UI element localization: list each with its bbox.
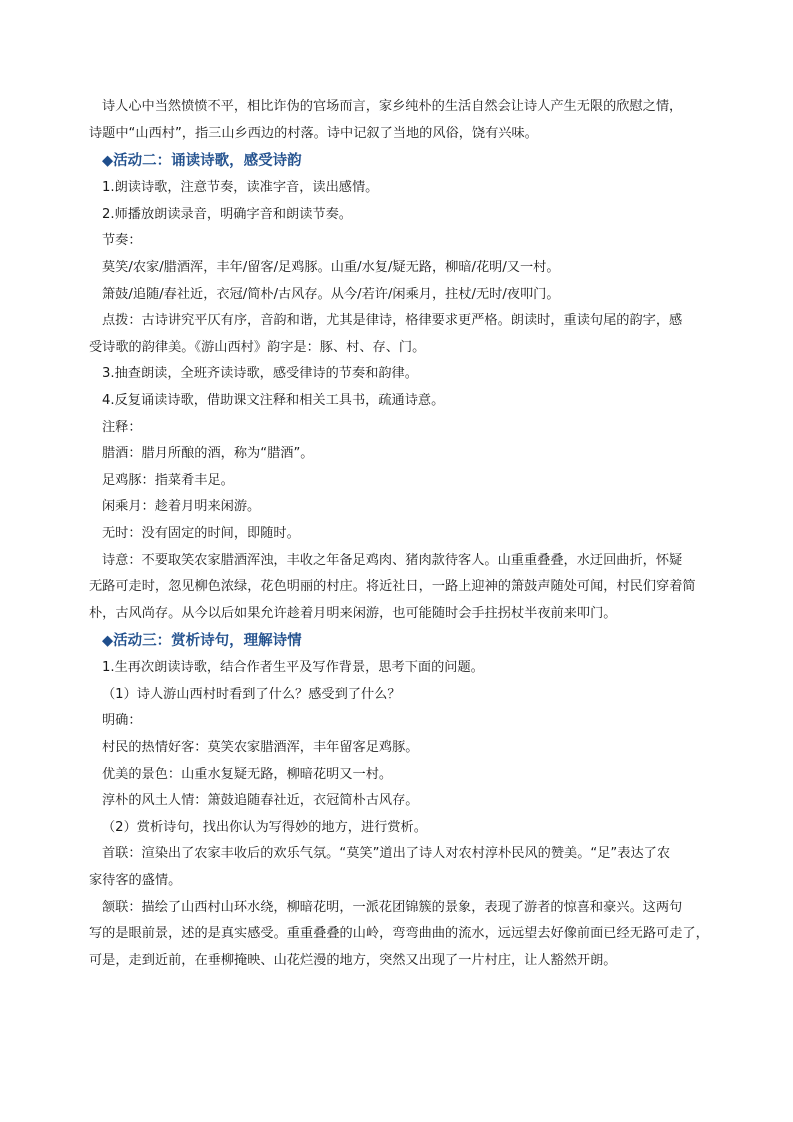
text-line: 腊酒：腊月所酿的酒，称为“腊酒”。 xyxy=(102,446,314,462)
text-line: 无路可走时，忽见柳色浓绿，花色明丽的村庄。将近社日，一路上迎神的箫鼓声随处可闻，村民们穿着简 xyxy=(89,579,696,595)
intro-line: 诗题中“山西村”，指三山乡西边的村落。诗中记叙了当地的风俗，饶有兴味。 xyxy=(89,125,538,141)
text-line: 4.反复诵读诗歌，借助课文注释和相关工具书，疏通诗意。 xyxy=(102,392,445,408)
text-line: 家待客的盛情。 xyxy=(89,873,182,889)
text-line: （1）诗人游山西村时看到了什么？感受到了什么？ xyxy=(102,686,401,702)
text-line: 3.抽查朗读，全班齐读诗歌，感受律诗的节奏和韵律。 xyxy=(102,366,418,382)
document-content xyxy=(89,94,725,974)
intro-line: 诗人心中当然愤愤不平，相比诈伪的官场而言，家乡纯朴的生活自然会让诗人产生无限的欣慰之情， xyxy=(102,99,683,114)
text-line: 箫鼓/追随/春社近，衣冠/简朴/古风存。从今/若许/闲乘月，拄杖/无时/夜叩门。 xyxy=(102,286,560,302)
text-line: 优美的景色：山重水复疑无路，柳暗花明又一村。 xyxy=(102,766,393,782)
section-heading-activity-2 xyxy=(89,147,725,175)
text-line: 明确： xyxy=(102,713,142,729)
text-line: 节奏： xyxy=(102,233,142,249)
text-line: 颔联：描绘了山西村山环水绕，柳暗花明，一派花团锦簇的景象，表现了游者的惊喜和豪兴。这两句 xyxy=(102,899,683,915)
diamond-bullet-icon: ◆ xyxy=(102,153,114,170)
text-line: 诗意：不要取笑农家腊酒浑浊，丰收之年备足鸡肉、猪肉款待客人。山重重叠叠，水迂回曲折，怀疑 xyxy=(102,552,683,568)
diamond-bullet-icon: ◆ xyxy=(102,633,114,650)
text-line: 注释： xyxy=(102,419,142,435)
text-line: 受诗歌的韵律美。《游山西村》韵字是：豚、村、存、门。 xyxy=(89,339,426,355)
text-line: （2）赏析诗句，找出你认为写得妙的地方，进行赏析。 xyxy=(102,819,427,835)
text-line: 写的是眼前景，述的是真实感受。重重叠叠的山岭，弯弯曲曲的流水，远远望去好像前面已经无路可走了， xyxy=(89,926,709,942)
section-heading-activity-3 xyxy=(89,627,725,655)
text-line: 淳朴的风土人情：箫鼓追随春社近，衣冠简朴古风存。 xyxy=(102,793,419,809)
text-line: 可是，走到近前，在垂柳掩映、山花烂漫的地方，突然又出现了一片村庄，让人豁然开朗。 xyxy=(89,952,617,968)
text-line: 点拨：古诗讲究平仄有序，音韵和谐，尤其是律诗，格律要求更严格。朗读时，重读句尾的韵字，感 xyxy=(102,313,683,329)
text-line: 无时：没有固定的时间，即随时。 xyxy=(102,525,300,541)
text-line: 1.生再次朗读诗歌，结合作者生平及写作背景，思考下面的问题。 xyxy=(102,660,484,676)
text-line: 足鸡豚：指菜肴丰足。 xyxy=(102,472,234,488)
text-line: 朴，古风尚存。从今以后如果允许趁着月明来闲游，也可能随时会手拄拐杖半夜前来叩门。 xyxy=(89,605,617,621)
text-line: 首联：渲染出了农家丰收后的欢乐气氛。“莫笑”道出了诗人对农村淳朴民风的赞美。“足”表达了农 xyxy=(102,846,671,862)
text-line: 莫笑/农家/腊酒浑，丰年/留客/足鸡豚。山重/水复/疑无路，柳暗/花明/又一村。 xyxy=(102,259,560,275)
section-title: 活动二：诵读诗歌，感受诗韵 xyxy=(113,153,302,170)
text-line: 村民的热情好客：莫笑农家腊酒浑，丰年留客足鸡豚。 xyxy=(102,740,419,756)
text-line: 1.朗读诗歌，注意节奏，读准字音，读出感情。 xyxy=(102,180,379,196)
section-title: 活动三：赏析诗句，理解诗情 xyxy=(113,633,302,650)
text-line: 闲乘月：趁着月明来闲游。 xyxy=(102,499,261,515)
text-line: 2.师播放朗读录音，明确字音和朗读节奏。 xyxy=(102,206,352,222)
